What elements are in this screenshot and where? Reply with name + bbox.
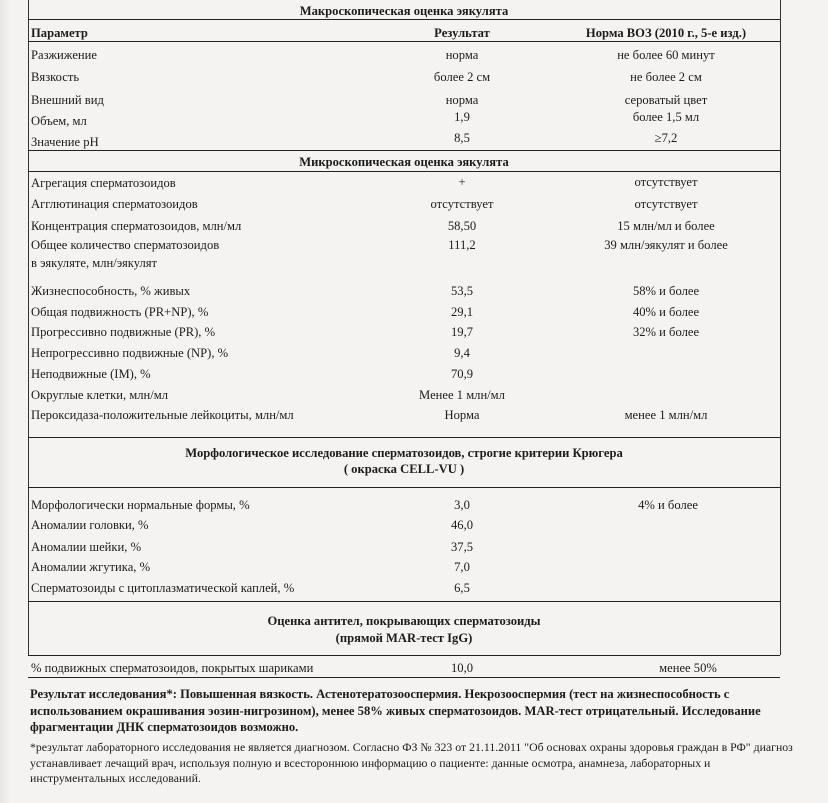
micro-norm: 58% и более xyxy=(632,284,700,298)
micro-norm: 39 млн/эякулят и более xyxy=(604,238,728,252)
morph-param: Сперматозоиды с цитоплазматической каплей, % xyxy=(31,581,295,595)
macro-param: Разжижение xyxy=(31,48,97,62)
micro-param: Агглютинация сперматозоидов xyxy=(31,197,198,211)
header-result: Результат xyxy=(434,26,490,40)
micro-param: Концентрация сперматозоидов, млн/мл xyxy=(31,219,242,233)
micro-result: отсутствует xyxy=(430,197,494,211)
divider xyxy=(28,41,780,42)
mar-norm: менее 50% xyxy=(659,661,717,675)
mar-param: % подвижных сперматозоидов, покрытых шариками xyxy=(31,661,314,675)
macro-result: норма xyxy=(445,48,479,62)
micro-result: Менее 1 млн/мл xyxy=(419,388,505,402)
divider xyxy=(28,677,780,678)
page-edge-shadow xyxy=(0,0,10,803)
divider xyxy=(28,487,780,488)
macro-norm: сероватый цвет xyxy=(624,93,708,107)
micro-param: Прогрессивно подвижные (PR), % xyxy=(31,325,216,339)
micro-result: 9,4 xyxy=(454,346,470,360)
micro-result: 58,50 xyxy=(447,219,477,233)
morph-param: Аномалии шейки, % xyxy=(31,540,142,554)
macro-norm: ≥7,2 xyxy=(654,131,678,145)
micro-result: 19,7 xyxy=(450,325,474,339)
micro-result: 111,2 xyxy=(448,238,476,252)
header-norm: Норма ВОЗ (2010 г., 5-е изд.) xyxy=(585,26,747,40)
macro-title: Макроскопическая оценка эякулята xyxy=(299,4,509,18)
header-param: Параметр xyxy=(31,26,88,40)
divider xyxy=(28,171,780,172)
morph-result: 46,0 xyxy=(450,518,474,532)
macro-result: 1,9 xyxy=(454,110,470,124)
morph-subtitle: ( окраска CELL-VU ) xyxy=(343,462,465,476)
morph-param: Аномалии головки, % xyxy=(31,518,149,532)
micro-param-line2: в эякуляте, млн/эякулят xyxy=(31,256,158,270)
micro-norm: менее 1 млн/мл xyxy=(624,408,708,422)
mar-subtitle: (прямой MAR-тест IgG) xyxy=(335,631,473,645)
mar-result: 10,0 xyxy=(450,661,474,675)
right-border xyxy=(780,0,781,655)
conclusion-text: Результат исследования*: Повышенная вязкость. Астенотератозооспермия. Некрозооспермия (тест на жизнеспособность с использованием окрашивания эозин-нигрозином), менее 58% живых сперматозоидов. MAR-тест отрицательный. Исследование фрагментации ДНК сперматозоидов возможно. xyxy=(30,687,761,734)
micro-norm: 40% и более xyxy=(632,305,700,319)
micro-param: Округлые клетки, млн/мл xyxy=(31,388,169,402)
macro-param: Вязкость xyxy=(31,70,80,84)
left-border xyxy=(28,0,29,655)
micro-result: 70,9 xyxy=(450,367,474,381)
macro-param: Объем, мл xyxy=(31,114,87,128)
micro-title: Микроскопическая оценка эякулята xyxy=(299,155,509,169)
divider xyxy=(28,437,780,438)
micro-norm: 32% и более xyxy=(632,325,700,339)
micro-param: Жизнеспособность, % живых xyxy=(31,284,191,298)
morph-param: Морфологически нормальные формы, % xyxy=(31,498,250,512)
morph-norm: 4% и более xyxy=(638,498,698,512)
micro-result: + xyxy=(458,175,466,189)
morph-result: 6,5 xyxy=(454,581,470,595)
morph-result: 37,5 xyxy=(450,540,474,554)
macro-param: Значение pH xyxy=(31,135,99,149)
divider xyxy=(28,150,780,151)
macro-norm: не более 60 минут xyxy=(617,48,715,62)
divider xyxy=(28,19,780,20)
micro-param: Пероксидаза-положительные лейкоциты, млн/мл xyxy=(31,408,294,422)
macro-param: Внешний вид xyxy=(31,93,104,107)
macro-result: более 2 см xyxy=(433,70,491,84)
micro-param: Непрогрессивно подвижные (NP), % xyxy=(31,346,229,360)
macro-result: норма xyxy=(445,93,479,107)
divider xyxy=(28,655,780,656)
micro-norm: отсутствует xyxy=(634,175,698,189)
macro-result: 8,5 xyxy=(454,131,470,145)
morph-result: 3,0 xyxy=(454,498,470,512)
micro-norm: отсутствует xyxy=(634,197,698,211)
micro-param: Агрегация сперматозоидов xyxy=(31,176,176,190)
morph-result: 7,0 xyxy=(454,560,470,574)
micro-norm: 15 млн/мл и более xyxy=(617,219,715,233)
macro-norm: не более 2 см xyxy=(630,70,702,84)
macro-norm: более 1,5 мл xyxy=(632,110,700,124)
micro-param: Общая подвижность (PR+NP), % xyxy=(31,305,209,319)
micro-param: Неподвижные (IM), % xyxy=(31,367,151,381)
morph-title: Морфологическое исследование сперматозоидов, строгие критерии Крюгера xyxy=(185,446,623,460)
micro-param: Общее количество сперматозоидов xyxy=(31,238,220,252)
micro-result: Норма xyxy=(444,408,480,422)
morph-param: Аномалии жгутика, % xyxy=(31,560,151,574)
divider xyxy=(28,601,780,602)
disclaimer-note: *результат лабораторного исследования не является диагнозом. Согласно ФЗ № 323 от 21.11.2011 "Об основах охраны здоровья граждан в РФ" диагноз устанавливает лечащий врач, используя полную и всестороннюю информацию о пациенте: данные осмотра, анамнеза, лабораторных и инструментальных исследований. xyxy=(30,740,793,785)
micro-result: 53,5 xyxy=(450,284,474,298)
micro-result: 29,1 xyxy=(450,305,474,319)
mar-title: Оценка антител, покрывающих сперматозоиды xyxy=(267,614,541,628)
